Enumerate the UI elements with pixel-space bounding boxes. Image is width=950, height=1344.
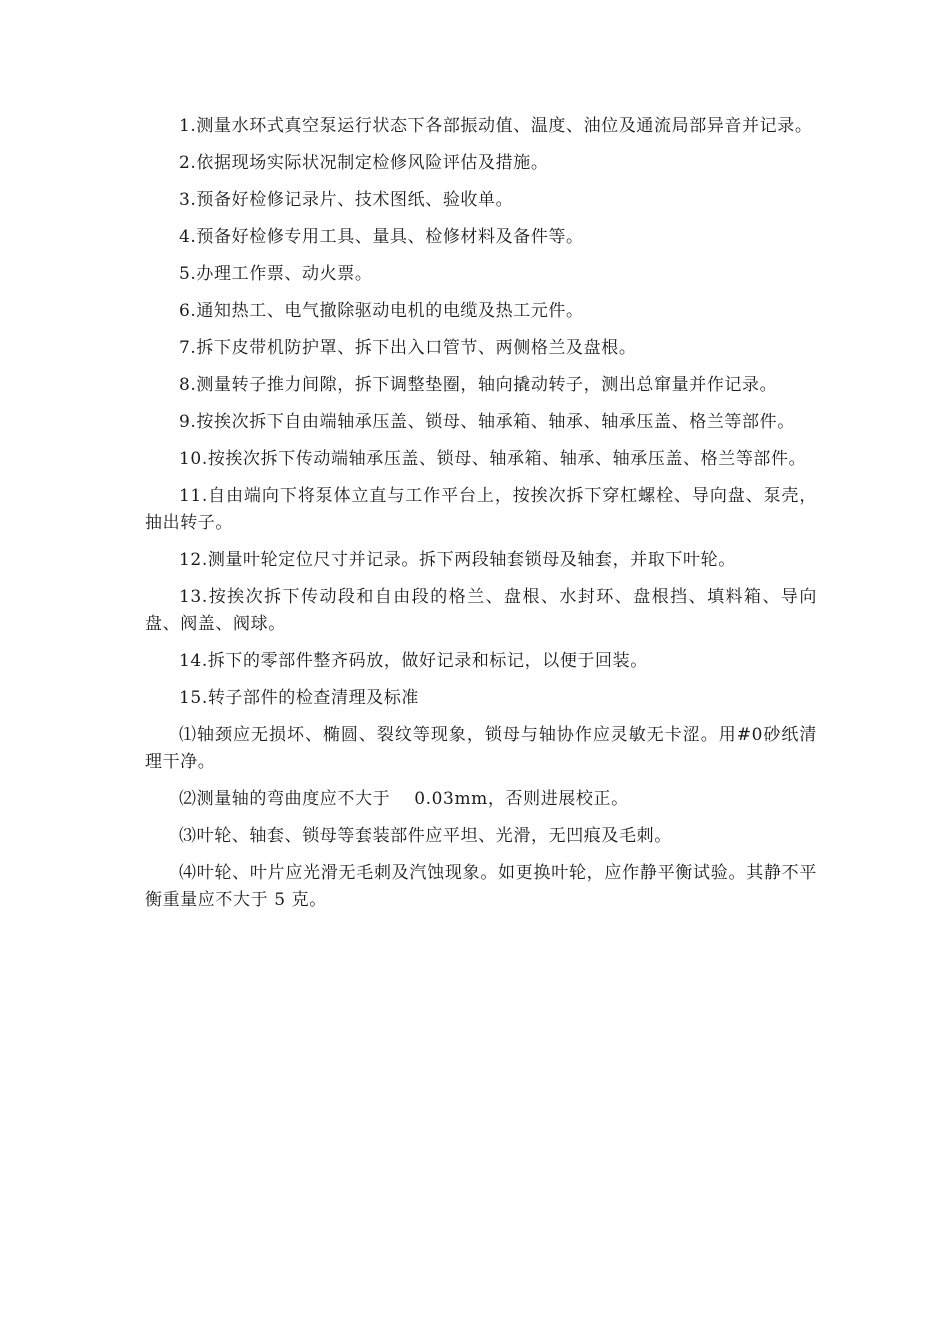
paragraph-8: 8.测量转子推力间隙，拆下调整垫圈，轴向撬动转子，测出总窜量并作记录。 — [179, 375, 778, 395]
document-body — [145, 113, 817, 924]
paragraph-12: 12.测量叶轮定位尺寸并记录。拆下两段轴套锁母及轴套，并取下叶轮。 — [179, 550, 736, 570]
paragraph-5: 5.办理工作票、动火票。 — [179, 264, 373, 284]
paragraph-13: 13.按挨次拆下传动段和自由段的格兰、盘根、水封环、盘根挡、填料箱、导向盘、阀盖、阀球。 — [145, 587, 817, 634]
paragraph-11: 11.自由端向下将泵体立直与工作平台上，按挨次拆下穿杠螺栓、导向盘、泵壳，抽出转子。 — [145, 486, 817, 533]
paragraph-3: 3.预备好检修记录片、技术图纸、验收单。 — [179, 190, 514, 210]
paragraph-9: 9.按挨次拆下自由端轴承压盖、锁母、轴承箱、轴承、轴承压盖、格兰等部件。 — [179, 412, 795, 432]
subitem-2: ⑵测量轴的弯曲度应不大于 0.03mm，否则进展校正。 — [179, 789, 629, 809]
paragraph-15: 15.转子部件的检查清理及标准 — [179, 688, 420, 708]
paragraph-10: 10.按挨次拆下传动端轴承压盖、锁母、轴承箱、轴承、轴承压盖、格兰等部件。 — [179, 449, 807, 469]
subitem-1: ⑴轴颈应无损坏、椭圆、裂纹等现象，锁母与轴协作应灵敏无卡涩。用#0砂纸清理干净。 — [145, 725, 817, 772]
paragraph-14: 14.拆下的零部件整齐码放，做好记录和标记，以便于回装。 — [179, 651, 648, 671]
paragraph-6: 6.通知热工、电气撤除驱动电机的电缆及热工元件。 — [179, 301, 584, 321]
subitem-3: ⑶叶轮、轴套、锁母等套装部件应平坦、光滑，无凹痕及毛刺。 — [179, 826, 672, 846]
paragraph-1: 1.测量水环式真空泵运行状态下各部振动值、温度、油位及通流局部异音并记录。 — [179, 116, 813, 136]
paragraph-4: 4.预备好检修专用工具、量具、检修材料及备件等。 — [179, 227, 584, 247]
paragraph-7: 7.拆下皮带机防护罩、拆下出入口管节、两侧格兰及盘根。 — [179, 338, 637, 358]
paragraph-2: 2.依据现场实际状况制定检修风险评估及措施。 — [179, 153, 549, 173]
subitem-4: ⑷叶轮、叶片应光滑无毛刺及汽蚀现象。如更换叶轮，应作静平衡试验。其静不平衡重量应不大于 5 克。 — [145, 863, 817, 910]
